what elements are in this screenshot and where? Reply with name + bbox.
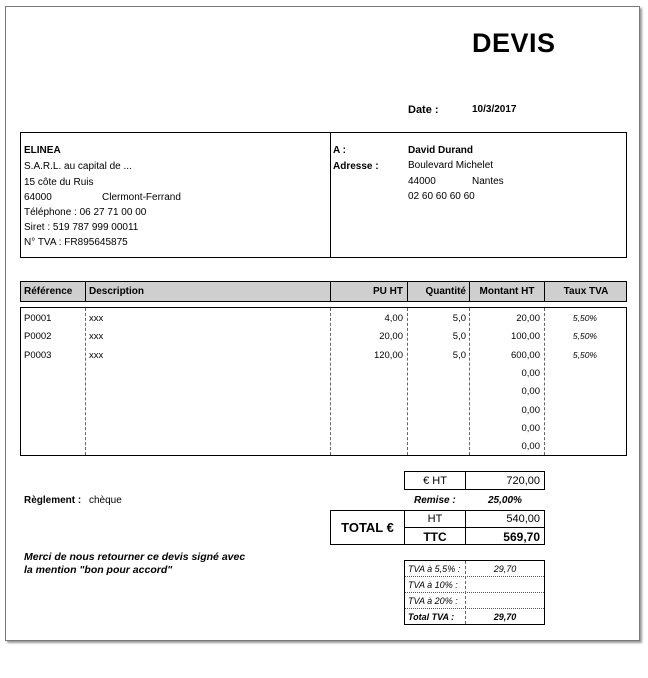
recipient-to-label: A : bbox=[333, 145, 346, 156]
table-cell-taux: 5,50% bbox=[572, 349, 597, 360]
reglement-label: Règlement : bbox=[24, 495, 82, 506]
remise-label: Remise : bbox=[414, 495, 456, 506]
table-cell-montant: 600,00 bbox=[510, 349, 540, 361]
table-cell-taux: 5,50% bbox=[572, 313, 597, 323]
table-cell-montant: 0,00 bbox=[521, 404, 540, 416]
table-cell-ref: P0003 bbox=[24, 349, 52, 361]
table-cell-montant: 0,00 bbox=[521, 441, 540, 453]
remise-value: 25,00% bbox=[488, 495, 522, 506]
table-cell-pu: 120,00 bbox=[373, 349, 403, 361]
table-cell-desc: xxx bbox=[89, 313, 104, 324]
col-header-reference: Référence bbox=[24, 286, 73, 297]
recipient-city: Nantes bbox=[472, 176, 504, 187]
sender-phone: Téléphone : 06 27 71 00 00 bbox=[24, 207, 147, 218]
ht-value: 540,00 bbox=[506, 513, 540, 525]
date-label: Date : bbox=[408, 104, 439, 116]
sender-city: Clermont-Ferrand bbox=[102, 192, 181, 203]
reglement-value: chèque bbox=[89, 495, 122, 506]
table-cell-montant: 0,00 bbox=[521, 422, 540, 434]
table-cell-qty: 5,0 bbox=[452, 313, 466, 324]
recipient-street: Boulevard Michelet bbox=[408, 160, 494, 171]
total-tva-label: Total TVA : bbox=[408, 612, 455, 622]
total-label: TOTAL € bbox=[341, 520, 394, 535]
sender-street: 15 côte du Ruis bbox=[24, 177, 94, 188]
recipient-address-label: Adresse : bbox=[333, 161, 379, 172]
ht-label: HT bbox=[427, 513, 443, 525]
col-header-taux-tva: Taux TVA bbox=[563, 286, 609, 297]
table-cell-qty: 5,0 bbox=[452, 331, 466, 343]
table-cell-montant: 100,00 bbox=[510, 331, 540, 343]
sender-postcode: 64000 bbox=[24, 192, 52, 203]
table-cell-montant: 20,00 bbox=[516, 313, 540, 324]
col-header-description: Description bbox=[89, 286, 145, 297]
table-cell-ref: P0001 bbox=[24, 313, 52, 324]
table-cell-montant: 0,00 bbox=[521, 367, 540, 379]
ht-euro-label: € HT bbox=[423, 475, 447, 487]
table-cell-taux: 5,50% bbox=[572, 331, 597, 342]
document-title: DEVIS bbox=[472, 28, 556, 58]
col-header-pu-ht: PU HT bbox=[373, 286, 403, 297]
ttc-label: TTC bbox=[423, 530, 447, 544]
tva-10-label: TVA à 10% : bbox=[408, 580, 458, 590]
table-cell-pu: 20,00 bbox=[379, 331, 403, 343]
recipient-postcode: 44000 bbox=[408, 176, 436, 187]
sender-siret: Siret : 519 787 999 00011 bbox=[24, 222, 139, 233]
recipient-name: David Durand bbox=[408, 145, 474, 156]
ttc-value: 569,70 bbox=[503, 530, 540, 544]
tva-5-5-value: 29,70 bbox=[493, 564, 517, 574]
col-header-quantite: Quantité bbox=[425, 286, 466, 297]
sender-tva: N° TVA : FR895645875 bbox=[24, 237, 128, 248]
note-line-2: la mention "bon pour accord" bbox=[24, 564, 173, 576]
table-cell-pu: 4,00 bbox=[384, 313, 403, 324]
table-cell-montant: 0,00 bbox=[521, 386, 540, 398]
date-value: 10/3/2017 bbox=[472, 104, 517, 115]
ht-euro-value: 720,00 bbox=[506, 475, 540, 487]
tva-20-label: TVA à 20% : bbox=[408, 596, 458, 606]
tva-5-5-label: TVA à 5,5% : bbox=[408, 564, 461, 574]
sender-capital: S.A.R.L. au capital de ... bbox=[24, 161, 132, 172]
table-cell-qty: 5,0 bbox=[452, 349, 466, 361]
note-line-1: Merci de nous retourner ce devis signé avec bbox=[24, 551, 246, 563]
recipient-phone: 02 60 60 60 60 bbox=[408, 191, 475, 202]
col-header-montant-ht: Montant HT bbox=[479, 286, 535, 297]
table-cell-desc: xxx bbox=[89, 349, 104, 361]
table-cell-ref: P0002 bbox=[24, 331, 52, 343]
sender-name: ELINEA bbox=[24, 145, 61, 156]
table-cell-desc: xxx bbox=[89, 331, 104, 343]
total-tva-value: 29,70 bbox=[493, 612, 517, 622]
